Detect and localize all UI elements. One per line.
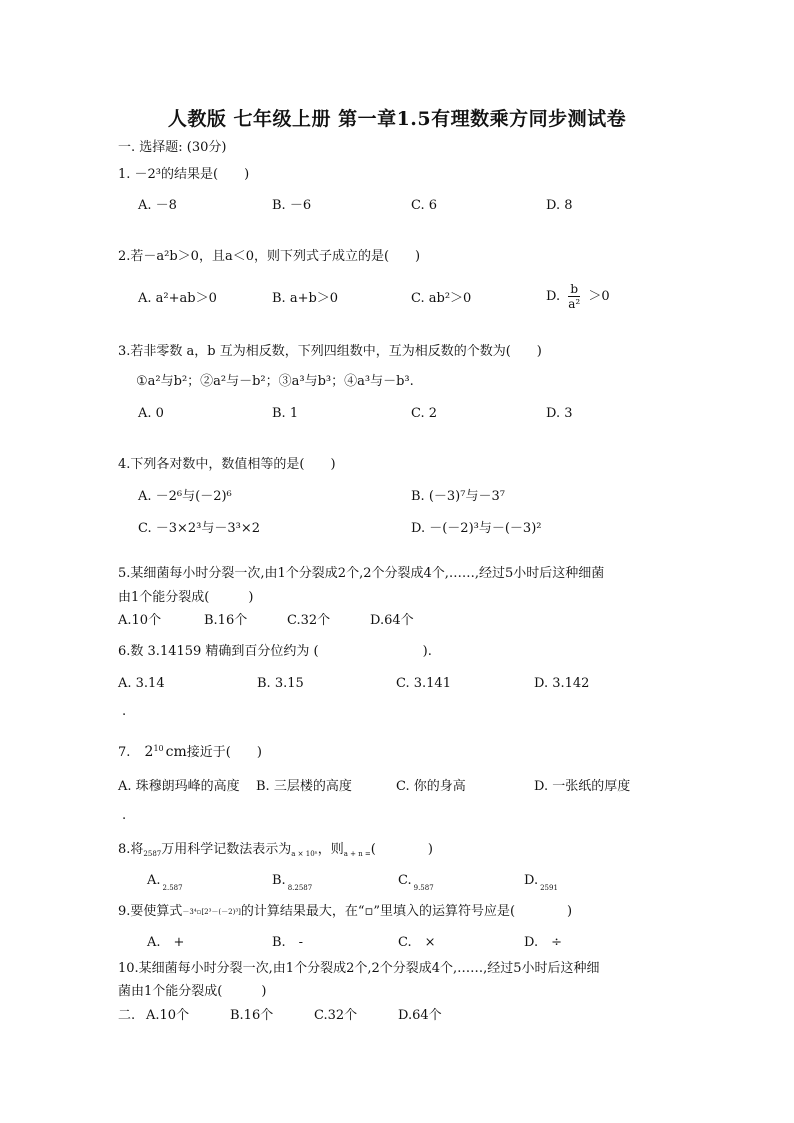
question-3-option-c: C. 2 <box>411 406 438 421</box>
question-1-option-c: C. 6 <box>411 198 438 213</box>
question-5-option-b: B.16个 <box>204 613 248 628</box>
question-7-stem <box>118 740 262 762</box>
power-exponent: 10 <box>153 744 164 753</box>
question-8-option-a <box>147 872 183 897</box>
question-7-options <box>0 778 794 800</box>
option-label: A. <box>147 873 161 888</box>
question-6-options <box>0 675 794 697</box>
question-2-option-d <box>546 282 610 311</box>
question-5-option-a: A.10个 <box>118 613 162 628</box>
question-7-option-b: B. 三层楼的高度 <box>256 779 352 794</box>
question-6-option-a: A. 3.14 <box>118 676 165 691</box>
question-2-option-c: C. ab²＞0 <box>411 291 472 306</box>
option-label: C. <box>398 873 412 888</box>
question-9-prefix: 9.要使算式 <box>118 904 183 919</box>
question-9-suffix: 的计算结果最大，在“▫”里填入的运算符号应是( ) <box>240 904 573 919</box>
question-2-option-b: B. a+b＞0 <box>272 291 339 306</box>
page-title: 人教版 七年级上册 第一章1.5有理数乘方同步测试卷 <box>167 108 627 130</box>
question-9-option-d: D. ÷ <box>524 935 562 950</box>
option-value: 9.587 <box>413 884 434 892</box>
question-1-option-b: B. －6 <box>272 198 312 213</box>
question-7-option-a: A. 珠穆朗玛峰的高度 <box>118 779 240 794</box>
question-6-stem: 6.数 3.14159 精确到百分位约为 ( ). <box>118 644 432 659</box>
option-d-label: D. <box>546 289 561 304</box>
question-4-option-b: B. (－3)⁷与－3⁷ <box>411 489 505 504</box>
question-10-option-d: D.64个 <box>398 1008 442 1023</box>
question-9-option-b: B. - <box>272 935 304 950</box>
question-2-option-a: A. a²+ab＞0 <box>138 291 217 306</box>
question-3-stem: 3.若非零数 a，b 互为相反数，下列四组数中，互为相反数的个数为( ) <box>118 344 542 359</box>
question-5-stem-line-2: 由1个能分裂成( ) <box>118 590 254 605</box>
question-6-option-d: D. 3.142 <box>534 676 590 691</box>
question-8-prefix: 8.将 <box>118 842 144 857</box>
stray-dot: . <box>122 704 127 719</box>
question-5-options <box>0 612 794 634</box>
question-1-option-d: D. 8 <box>546 198 573 213</box>
question-8-mid2: ，则 <box>317 842 344 857</box>
question-7-suffix: 接近于( ) <box>186 745 262 760</box>
question-3-sub: ①a²与b²；②a²与－b²；③a³与b³；④a³与－b³. <box>136 374 414 389</box>
question-8-notation: a × 10ⁿ <box>291 850 318 858</box>
question-8-suffix: ( ) <box>370 842 433 857</box>
question-9-stem <box>118 903 572 921</box>
fraction <box>566 282 582 311</box>
question-5-stem-line-1: 5.某细菌每小时分裂一次,由1个分裂成2个,2个分裂成4个,……,经过5小时后这种细菌 <box>118 566 605 581</box>
option-value: 2591 <box>540 884 558 892</box>
question-7-option-c: C. 你的身高 <box>396 779 466 794</box>
question-1-options <box>0 197 794 219</box>
question-4-stem: 4.下列各对数中，数值相等的是( ) <box>118 457 336 472</box>
section-heading-2: 二. <box>118 1008 136 1023</box>
question-8-number: 2587 <box>143 850 162 858</box>
question-10-option-a: A.10个 <box>146 1008 190 1023</box>
question-8-stem <box>118 841 433 863</box>
question-7-option-d: D. 一张纸的厚度 <box>534 779 631 794</box>
question-3-option-a: A. 0 <box>138 406 164 421</box>
fraction-denominator: a² <box>568 297 581 311</box>
question-4-option-c: C. －3×2³与－3³×2 <box>138 521 261 536</box>
section-heading-choice: 一. 选择题: (30分) <box>118 140 227 155</box>
question-9-option-a: A. + <box>147 935 185 950</box>
option-value: 8.2587 <box>287 884 313 892</box>
question-6-option-b: B. 3.15 <box>257 676 304 691</box>
question-4-option-a: A. －2⁶与(－2)⁶ <box>138 489 232 504</box>
question-2-stem: 2.若－a²b＞0，且a＜0，则下列式子成立的是( ) <box>118 249 421 264</box>
question-9-expression: －3⁴▫[2³－(－2)³] <box>182 908 241 916</box>
question-4-options-row-1 <box>0 488 794 510</box>
question-9-option-c: C. × <box>398 935 436 950</box>
question-8-option-b <box>272 872 312 897</box>
question-10-stem-line-2: 菌由1个能分裂成( ) <box>118 984 267 999</box>
question-10-options <box>0 1007 794 1029</box>
question-5-option-d: D.64个 <box>370 613 414 628</box>
question-5-option-c: C.32个 <box>287 613 331 628</box>
power-base: 2 <box>144 744 154 760</box>
question-8-option-c <box>398 872 434 897</box>
question-3-option-b: B. 1 <box>272 406 299 421</box>
fraction-numerator: b <box>570 282 579 296</box>
question-3-option-d: D. 3 <box>546 406 573 421</box>
question-6-option-c: C. 3.141 <box>396 676 451 691</box>
stray-dot-2: . <box>122 808 127 823</box>
question-10-option-c: C.32个 <box>314 1008 358 1023</box>
question-2-options <box>0 282 794 312</box>
question-10-option-b: B.16个 <box>230 1008 274 1023</box>
option-label: B. <box>272 873 286 888</box>
question-1-stem: 1. －2³的结果是( ) <box>118 167 250 182</box>
question-4-options-row-2 <box>0 520 794 542</box>
option-d-suffix: ＞0 <box>588 289 610 304</box>
question-8-option-d <box>524 872 558 897</box>
question-3-options <box>0 405 794 427</box>
question-10-stem-line-1: 10.某细菌每小时分裂一次,由1个分裂成2个,2个分裂成4个,……,经过5小时后这种细 <box>118 961 600 976</box>
question-8-sum: a + n = <box>343 850 371 858</box>
question-4-option-d: D. －(－2)³与－(－3)² <box>411 521 542 536</box>
question-1-option-a: A. －8 <box>138 198 177 213</box>
option-label: D. <box>524 873 539 888</box>
question-9-options <box>0 934 794 956</box>
unit-cm: cm <box>165 744 187 760</box>
question-7-number: 7. <box>118 745 131 760</box>
option-value: 2.587 <box>162 884 183 892</box>
question-8-options <box>0 872 794 894</box>
question-8-mid: 万用科学记数法表示为 <box>161 842 292 857</box>
